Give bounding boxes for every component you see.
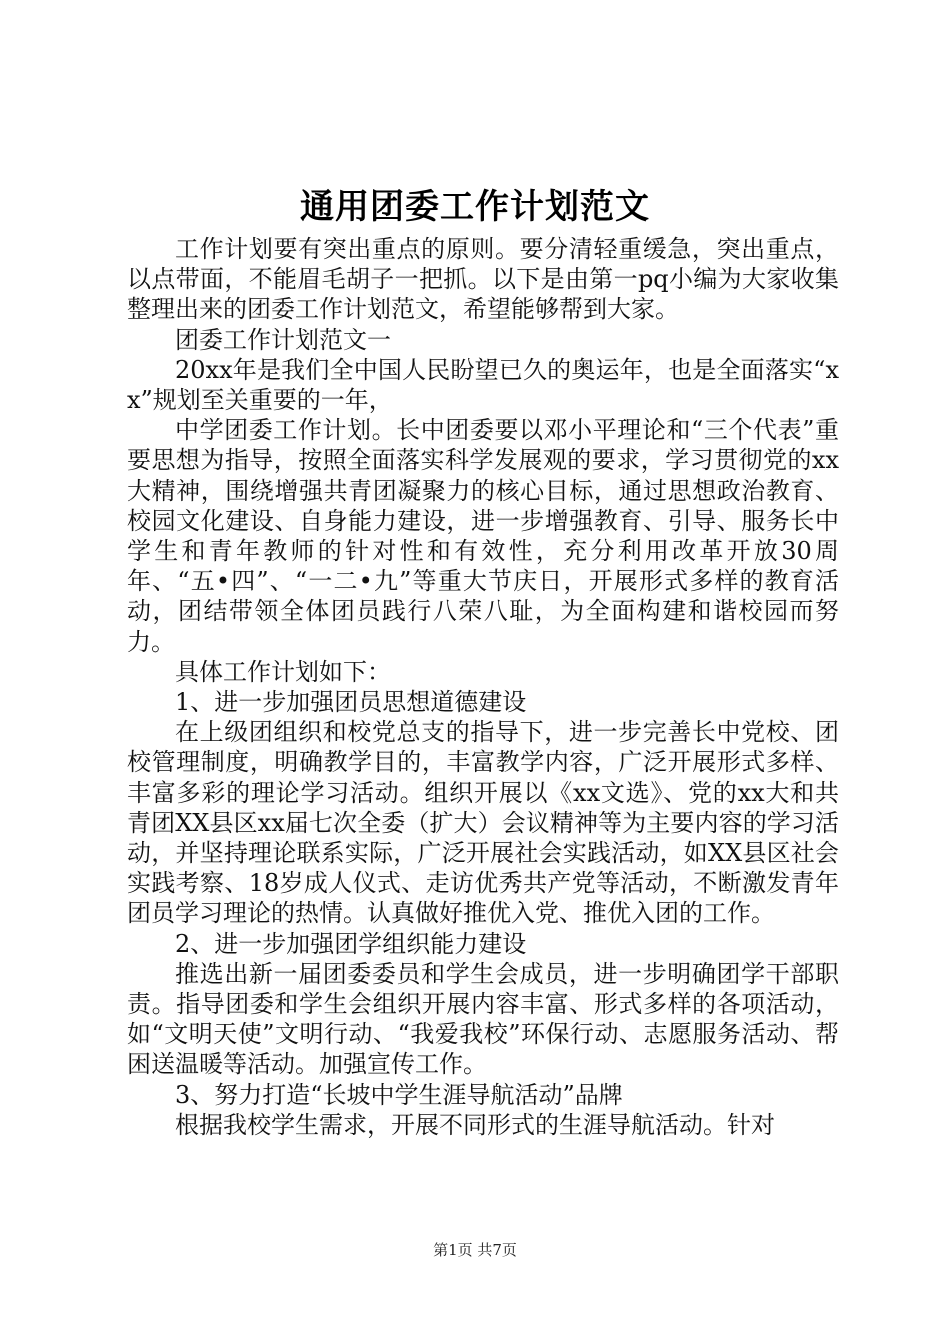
item-1-heading: 1、进一步加强团员思想道德建设: [175, 688, 527, 717]
document-title: 通用团委工作计划范文: [300, 187, 650, 227]
item-1-paragraph: 在上级团组织和校党总支的指导下，进一步完善长中党校、团校管理制度，明确教学目的，丰富教学内容，广泛开展形式多样、丰富多彩的理论学习活动。组织开展以《xx文选》、党的xx大和共青团XX县区xx届七次全委（扩大）会议精神等为主要内容的学习活动，并坚持理论联系实际，广泛开展社会实践活动，如XX县区社会实践考察、18岁成人仪式、走访优秀共产党等活动，不断激发青年团员学习理论的热情。认真做好推优入党、推优入团的工作。: [127, 718, 839, 928]
page-number-footer: 第1页 共7页: [433, 1241, 517, 1259]
item-3-paragraph: 根据我校学生需求，开展不同形式的生涯导航活动。针对: [175, 1110, 775, 1139]
section-heading-sample-one: 团委工作计划范文一: [175, 325, 391, 354]
item-2-heading: 2、进一步加强团学组织能力建设: [175, 929, 527, 958]
item-2-paragraph: 推选出新一届团委委员和学生会成员，进一步明确团学干部职责。指导团委和学生会组织开展内容丰富、形式多样的各项活动，如“文明天使”文明行动、“我爱我校”环保行动、志愿服务活动、帮困送温暖等活动。加强宣传工作。: [127, 959, 839, 1079]
document-body: [127, 234, 839, 1140]
plan-intro-heading: 具体工作计划如下：: [175, 657, 391, 686]
olympic-year-paragraph: 20xx年是我们全中国人民盼望已久的奥运年，也是全面落实“xx”规划至关重要的一年，: [127, 355, 839, 415]
item-3-heading: 3、努力打造“长坡中学生涯导航活动”品牌: [175, 1080, 623, 1109]
intro-paragraph: 工作计划要有突出重点的原则。要分清轻重缓急，突出重点，以点带面，不能眉毛胡子一把抓。以下是由第一pq小编为大家收集整理出来的团委工作计划范文，希望能够帮到大家。: [127, 235, 839, 324]
guiding-principle-paragraph: 中学团委工作计划。长中团委要以邓小平理论和“三个代表”重要思想为指导，按照全面落实科学发展观的要求，学习贯彻党的xx大精神，围绕增强共青团凝聚力的核心目标，通过思想政治教育、校园文化建设、自身能力建设，进一步增强教育、引导、服务长中学生和青年教师的针对性和有效性，充分利用改革开放30周年、“五•四”、“一二•九”等重大节庆日，开展形式多样的教育活动，团结带领全体团员践行八荣八耻，为全面构建和谐校园而努力。: [127, 416, 839, 656]
